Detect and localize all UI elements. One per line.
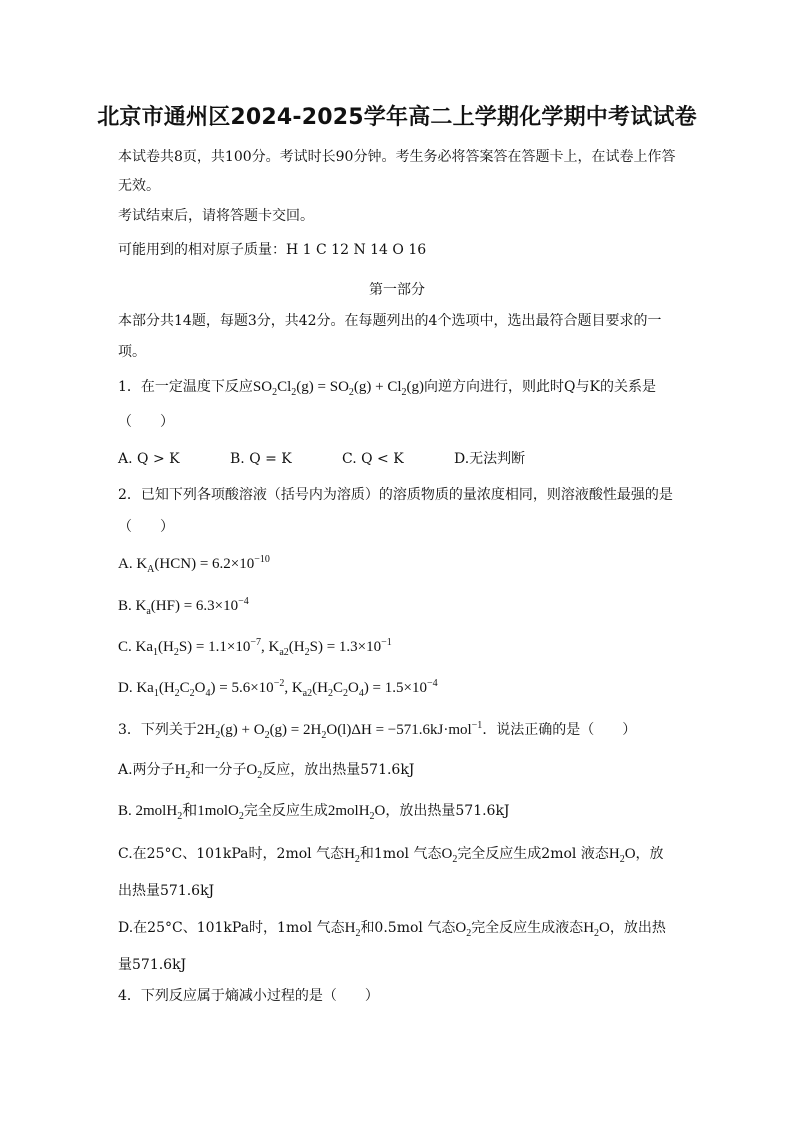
question-1-stem xyxy=(118,376,678,398)
q3-equation: $2H_2(g) + O_2(g) = 2H_2O(l)\Delta H = -571.6kJ\cdot mol^{-1}$ xyxy=(196,720,483,741)
q3-prefix: 3．下列关于 xyxy=(118,722,197,738)
q3-option-c xyxy=(118,843,678,865)
q2-option-c: C. $Ka_1(H_2S) = 1.1\times 10^{-7}$, $K_{a2}(H_2S) = 1.3\times 10^{-1}$ xyxy=(118,637,392,658)
q3-option-d xyxy=(118,917,678,939)
q3-b-suf: ，放出热量571.6kJ xyxy=(385,803,510,819)
q3-option-a xyxy=(118,759,678,781)
q3-option-d-line2: 量571.6kJ xyxy=(118,957,187,973)
q3-a-o2: $O_2$ xyxy=(246,762,263,781)
q1-option-a: A. Q > K xyxy=(118,451,180,467)
q3-a-mid: 和一分子 xyxy=(190,762,247,778)
q3-d-pre: D.在25°C、101kPa时，1mol 气态 xyxy=(118,920,345,936)
q3-option-b xyxy=(118,800,678,822)
intro-line-1: 本试卷共8页，共100分。考试时长90分钟。考生务必将答案答在答题卡上，在试卷上作答 xyxy=(118,149,676,165)
question-1-options xyxy=(118,448,678,470)
q3-d-suf: ，放出热 xyxy=(609,920,666,936)
question-2-paren: （ ） xyxy=(118,519,174,535)
q3-d-o2: $O_2$ xyxy=(455,920,472,939)
q3-d-h2o: $H_2O$ xyxy=(583,920,610,939)
q3-b-reactants: B. 2molH$_2$和1molO$_2$ xyxy=(118,803,244,822)
part-desc-1: 本部分共14题，每题3分，共42分。在每题列出的4个选项中，选出最符合题目要求的一 xyxy=(118,313,662,329)
q1-option-b: B. Q = K xyxy=(230,451,292,467)
q3-c-mid1: 和1mol 气态 xyxy=(359,846,442,862)
intro-line-3: 考试结束后，请将答题卡交回。 xyxy=(118,208,314,224)
q3-c-suf: ，放 xyxy=(635,846,664,862)
q3-a-h2: $H_2$ xyxy=(174,762,191,781)
part-heading: 第一部分 xyxy=(369,282,425,298)
q3-option-c-line2: 出热量571.6kJ xyxy=(118,883,215,899)
q1-prefix: 1．在一定温度下反应 xyxy=(118,379,253,395)
question-3-stem xyxy=(118,719,678,741)
q3-a-suf: 反应，放出热量571.6kJ xyxy=(262,762,415,778)
q3-d-mid2: 完全反应生成液态 xyxy=(471,920,584,936)
intro-line-4: 可能用到的相对原子质量：H 1 C 12 N 14 O 16 xyxy=(118,242,427,258)
q3-d-h2: $H_2$ xyxy=(344,920,361,939)
q2-option-b: B. $K_a(HF) = 6.3\times 10^{-4}$ xyxy=(118,596,249,617)
q3-a-pre: A.两分子 xyxy=(118,762,175,778)
q2-option-a: A. $K_A(HCN) = 6.2\times 10^{-10}$ xyxy=(118,554,270,575)
intro-line-2: 无效。 xyxy=(118,178,160,194)
q1-option-d: D.无法判断 xyxy=(454,451,526,467)
q3-c-h2o: $H_2O$ xyxy=(608,846,636,865)
question-1-paren: （ ） xyxy=(118,414,174,430)
exam-title: 北京市通州区2024-2025学年高二上学期化学期中考试试卷 xyxy=(97,105,697,130)
question-2-stem: 2．已知下列各项酸溶液（括号内为溶质）的溶质物质的量浓度相同，则溶液酸性最强的是 xyxy=(118,487,673,503)
q3-suffix: ．说法正确的是（ ） xyxy=(482,722,637,738)
q3-b-mid: 完全反应生成 xyxy=(243,803,328,819)
part-desc-2: 项。 xyxy=(118,344,146,360)
q3-d-mid1: 和0.5mol 气态 xyxy=(360,920,456,936)
q3-c-pre: C.在25°C、101kPa时，2mol 气态 xyxy=(118,846,345,862)
q3-b-product: 2molH$_2$O xyxy=(327,803,386,822)
q3-c-mid2: 完全反应生成2mol 液态 xyxy=(457,846,609,862)
q3-c-o2: $O_2$ xyxy=(441,846,458,865)
q1-suffix: 向逆方向进行，则此时Q与K的关系是 xyxy=(424,379,656,395)
q1-equation: $SO_2Cl_2(g) = SO_2(g) + Cl_2(g)$ xyxy=(252,379,425,398)
q1-option-c: C. Q < K xyxy=(342,451,404,467)
question-4-stem: 4．下列反应属于熵减小过程的是（ ） xyxy=(118,988,379,1004)
q3-c-h2: $H_2$ xyxy=(344,846,360,865)
q2-option-d: D. $Ka_1(H_2C_2O_4) = 5.6\times 10^{-2}$, $K_{a2}(H_2C_2O_4) = 1.5\times 10^{-4}$ xyxy=(118,678,438,699)
